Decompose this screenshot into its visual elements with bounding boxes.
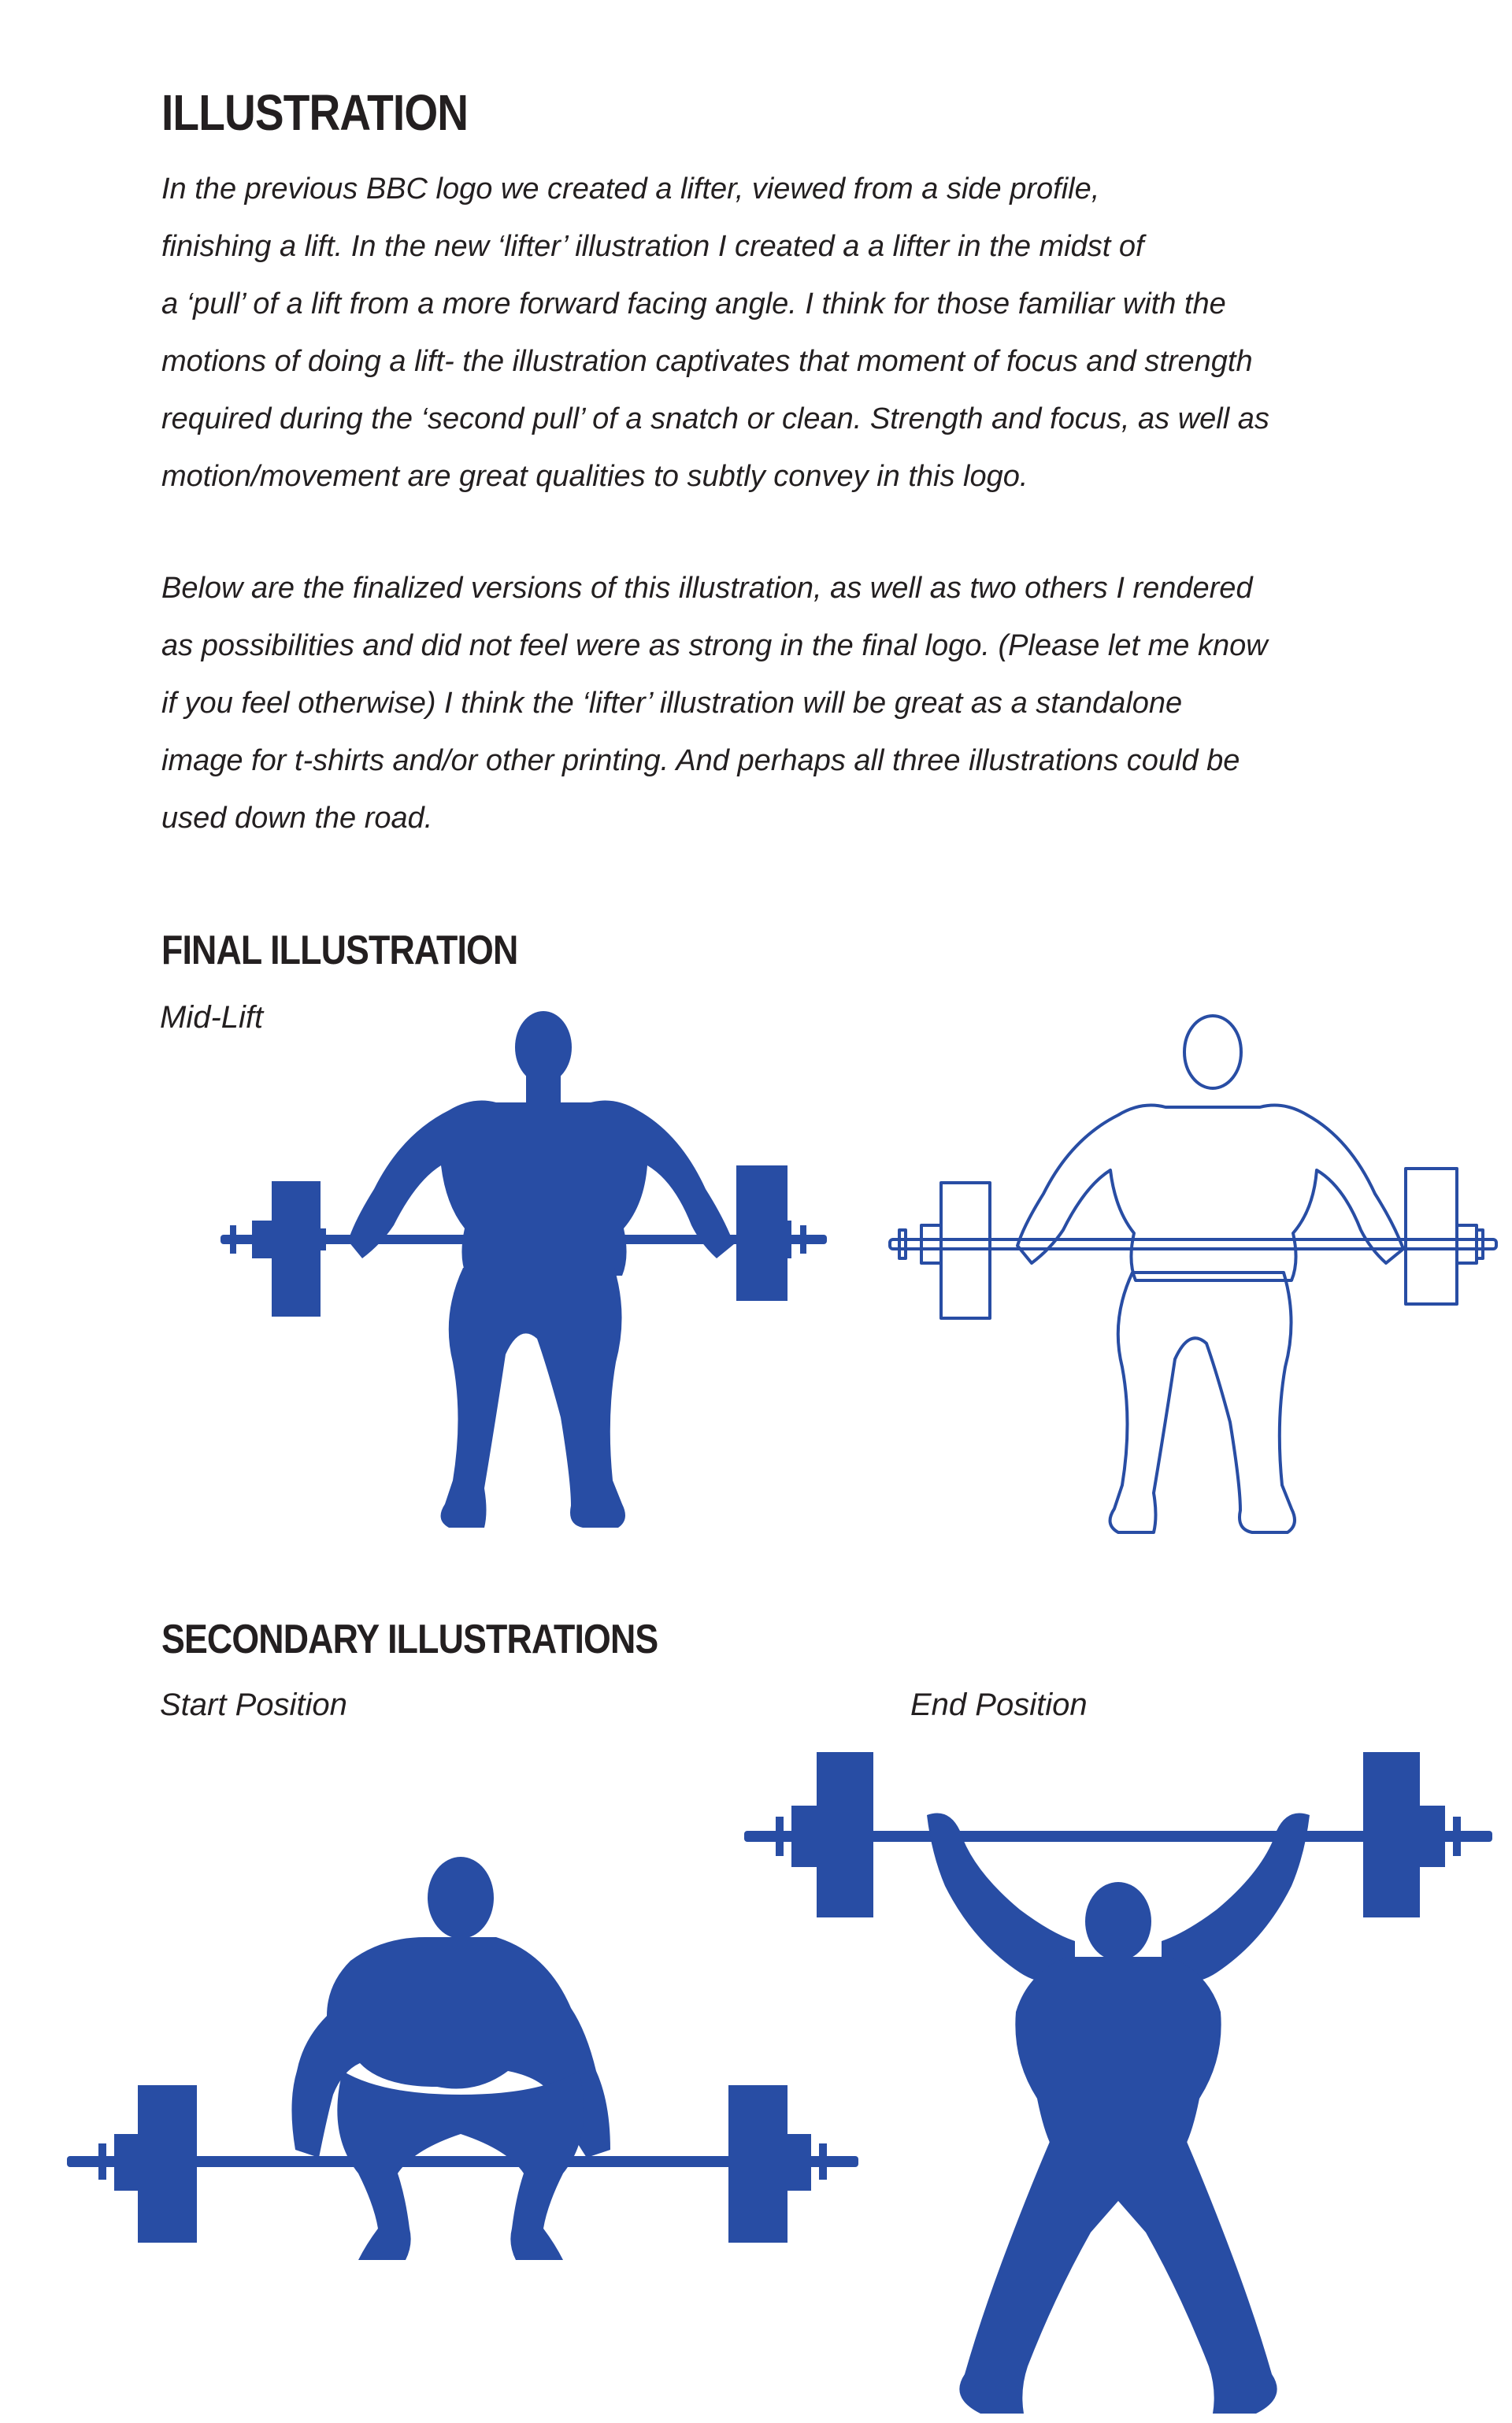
second-paragraph (161, 560, 1390, 847)
end-position-lifter (744, 1752, 1500, 2421)
lifter-silhouette (67, 1857, 858, 2260)
text-line: required during the ‘second pull’ of a snatch or clean. Strength and focus, as well as (161, 402, 1269, 435)
text-line: finishing a lift. In the new ‘lifter’ illustration I created a a lifter in the midst of (161, 230, 1144, 263)
page-title: ILLUSTRATION (161, 84, 469, 141)
text-line: image for t-shirts and/or other printing. And perhaps all three illustrations could be (161, 744, 1240, 777)
text-line: motion/movement are great qualities to subtly convey in this logo. (161, 460, 1028, 493)
mid-lift-caption: Mid-Lift (160, 1000, 264, 1035)
lifter-silhouette (220, 1011, 827, 1528)
start-position-caption: Start Position (160, 1688, 347, 1722)
intro-paragraph (161, 161, 1390, 506)
mid-lift-lifter-outline (882, 1008, 1512, 1543)
text-line: used down the road. (161, 802, 433, 835)
text-line: if you feel otherwise) I think the ‘lifter’ illustration will be great as a standalone (161, 687, 1183, 720)
text-line: a ‘pull’ of a lift from a more forward facing angle. I think for those familiar with the (161, 287, 1226, 320)
final-illustration-heading: FINAL ILLUSTRATION (161, 928, 518, 973)
secondary-illustrations-heading: SECONDARY ILLUSTRATIONS (161, 1617, 658, 1662)
text-line: Below are the finalized versions of this illustration, as well as two others I rendered (161, 572, 1253, 605)
lifter-outline (890, 1016, 1496, 1532)
text-line: motions of doing a lift- the illustration captivates that moment of focus and strength (161, 345, 1253, 378)
lifter-silhouette (744, 1752, 1492, 2414)
mid-lift-lifter-filled (213, 1008, 843, 1543)
end-position-caption: End Position (910, 1688, 1088, 1722)
text-line: as possibilities and did not feel were as strong in the final logo. (Please let me know (161, 629, 1268, 662)
text-line: In the previous BBC logo we created a lifter, viewed from a side profile, (161, 172, 1100, 206)
